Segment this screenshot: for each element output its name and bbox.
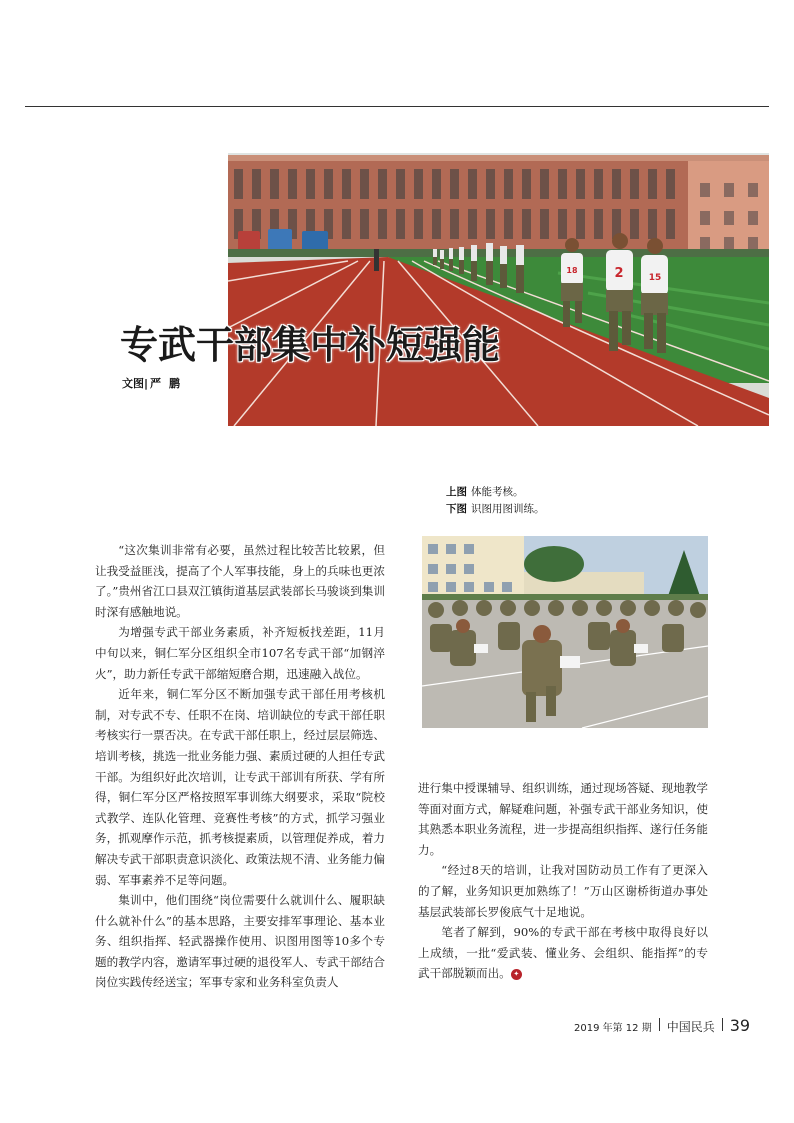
paragraph: 集训中，他们围绕“岗位需要什么就训什么、履职缺什么就补什么”的基本思路，主要安排军事理论、基本业务、组织指挥、轻武器操作使用、识图用图等10多个专题的教学内容，邀请军事过硬的退役军人、专武干部结合岗位实践传经送宝；军事专家和业务科室负责人	[95, 893, 385, 990]
byline-separator: |	[144, 377, 149, 390]
caption-text: 体能考核。	[471, 486, 524, 498]
footer-divider	[659, 1018, 660, 1031]
caption-top	[446, 484, 545, 501]
bib-number: 15	[648, 273, 662, 283]
paragraph: 进行集中授课辅导、组织训练，通过现场答疑、现地教学等面对面方式，解疑难问题，补强专武干部业务知识，使其熟悉本职业务流程，进一步提高组织指挥、遂行任务能力。	[418, 781, 708, 857]
article-title: 专武干部集中补短强能	[120, 323, 501, 367]
paragraph: 近年来，铜仁军分区不断加强专武干部任用考核机制，对专武不专、任职不在岗、培训缺位的专武干部任职考核实行一票否决。在专武干部任职上，经过层层筛选、培训考核，挑选一批业务能力强、素质过硬的人担任专武干部。为组织好此次培训，让专武干部训有所获、学有所得，铜仁军分区严格按照军事训练大纲要求，采取“院校式教学、连队化管理、竞赛性考核”的方式，抓学习强业务，抓观摩作示范，抓考核提素质，以管理促养成，着力解决专武干部职责意识淡化、政策法规不清、业务能力偏弱、军事素养不足等问题。	[95, 687, 385, 887]
magazine-name: 中国民兵	[666, 1020, 715, 1034]
article-body-right-column	[418, 778, 708, 984]
page-number: 39	[729, 1016, 751, 1035]
article-body-left-column	[95, 540, 385, 993]
paragraph: “这次集训非常有必要，虽然过程比较苦比较累，但让我受益匪浅，提高了个人军事技能，身上的兵味也更浓了。”贵州省江口县双江镇街道基层武装部长马骏谈到集训时深有感触地说。	[95, 543, 385, 619]
photo-fitness-test	[228, 153, 769, 426]
byline	[122, 375, 188, 391]
bib-number: 18	[566, 266, 578, 275]
caption-label: 下图	[446, 503, 467, 515]
author-name: 严鹏	[150, 377, 189, 390]
bib-number: 2	[614, 266, 624, 281]
end-of-article-icon: ✦	[511, 969, 522, 980]
issue-label: 2019 年第 12 期	[574, 1023, 652, 1034]
photo-map-training	[422, 536, 708, 728]
footer-divider	[722, 1018, 723, 1031]
paragraph-last	[418, 922, 708, 984]
caption-text: 识图用图训练。	[471, 503, 545, 515]
paragraph: “经过8天的培训，让我对国防动员工作有了更深入的了解，业务知识更加熟练了！”万山区谢桥街道办事处基层武装部长罗俊底气十足地说。	[418, 863, 708, 919]
paragraph: 为增强专武干部业务素质，补齐短板找差距，11月中旬以来，铜仁军分区组织全市107名专武干部“加钢淬火”，助力新任专武干部缩短磨合期，迅速融入战位。	[95, 625, 385, 681]
photo-captions	[446, 484, 545, 518]
paragraph-text: 笔者了解到，90%的专武干部在考核中取得良好以上成绩，一批“爱武装、懂业务、会组织、能指挥”的专武干部脱颖而出。	[418, 925, 708, 981]
caption-label: 上图	[446, 486, 467, 498]
byline-label: 文图	[122, 377, 144, 390]
header-rule	[25, 106, 769, 107]
page-footer	[574, 1016, 750, 1035]
caption-bottom	[446, 501, 545, 518]
